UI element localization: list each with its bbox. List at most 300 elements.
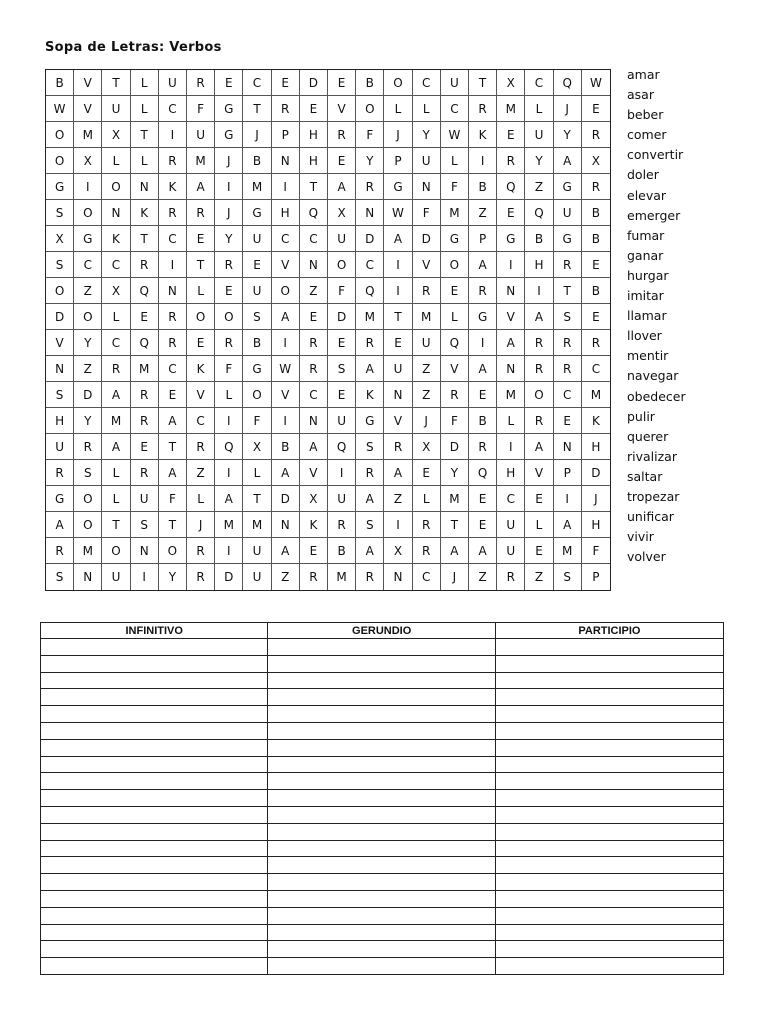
- grid-cell[interactable]: O: [384, 70, 412, 96]
- grid-cell[interactable]: R: [187, 434, 215, 460]
- grid-cell[interactable]: B: [243, 148, 271, 174]
- grid-cell[interactable]: I: [159, 252, 187, 278]
- grid-cell[interactable]: A: [356, 356, 384, 382]
- grid-cell[interactable]: E: [187, 226, 215, 252]
- grid-cell[interactable]: A: [159, 460, 187, 486]
- answer-cell[interactable]: [268, 823, 495, 840]
- grid-cell[interactable]: C: [300, 382, 328, 408]
- grid-cell[interactable]: I: [215, 408, 243, 434]
- grid-cell[interactable]: C: [582, 356, 610, 382]
- grid-cell[interactable]: R: [582, 330, 610, 356]
- grid-cell[interactable]: A: [46, 512, 74, 538]
- grid-cell[interactable]: V: [74, 96, 102, 122]
- grid-cell[interactable]: R: [215, 330, 243, 356]
- grid-cell[interactable]: I: [131, 564, 159, 590]
- grid-cell[interactable]: R: [441, 382, 469, 408]
- answer-cell[interactable]: [495, 823, 723, 840]
- grid-cell[interactable]: Y: [554, 122, 582, 148]
- grid-cell[interactable]: R: [131, 252, 159, 278]
- grid-cell[interactable]: M: [497, 382, 525, 408]
- grid-cell[interactable]: T: [300, 174, 328, 200]
- grid-cell[interactable]: L: [384, 96, 412, 122]
- grid-cell[interactable]: X: [46, 226, 74, 252]
- grid-cell[interactable]: A: [215, 486, 243, 512]
- grid-cell[interactable]: Z: [272, 564, 300, 590]
- grid-cell[interactable]: U: [328, 226, 356, 252]
- answer-cell[interactable]: [41, 941, 268, 958]
- answer-cell[interactable]: [495, 857, 723, 874]
- grid-cell[interactable]: N: [102, 200, 130, 226]
- grid-cell[interactable]: E: [215, 70, 243, 96]
- grid-cell[interactable]: E: [300, 96, 328, 122]
- grid-cell[interactable]: F: [441, 408, 469, 434]
- grid-cell[interactable]: R: [356, 330, 384, 356]
- grid-cell[interactable]: S: [46, 382, 74, 408]
- grid-cell[interactable]: L: [497, 408, 525, 434]
- grid-cell[interactable]: T: [131, 226, 159, 252]
- answer-cell[interactable]: [268, 655, 495, 672]
- grid-cell[interactable]: U: [328, 486, 356, 512]
- grid-cell[interactable]: L: [215, 382, 243, 408]
- grid-cell[interactable]: O: [272, 278, 300, 304]
- grid-cell[interactable]: E: [525, 538, 553, 564]
- answer-cell[interactable]: [268, 790, 495, 807]
- grid-cell[interactable]: H: [582, 434, 610, 460]
- grid-cell[interactable]: E: [328, 382, 356, 408]
- grid-cell[interactable]: R: [272, 96, 300, 122]
- grid-cell[interactable]: I: [554, 486, 582, 512]
- grid-cell[interactable]: J: [413, 408, 441, 434]
- grid-cell[interactable]: B: [272, 434, 300, 460]
- grid-cell[interactable]: N: [384, 564, 412, 590]
- grid-cell[interactable]: V: [187, 382, 215, 408]
- grid-cell[interactable]: I: [272, 330, 300, 356]
- grid-cell[interactable]: R: [159, 330, 187, 356]
- grid-cell[interactable]: V: [441, 356, 469, 382]
- grid-cell[interactable]: B: [356, 70, 384, 96]
- grid-cell[interactable]: P: [384, 148, 412, 174]
- answer-cell[interactable]: [495, 806, 723, 823]
- grid-cell[interactable]: Y: [441, 460, 469, 486]
- grid-cell[interactable]: R: [215, 252, 243, 278]
- grid-cell[interactable]: V: [384, 408, 412, 434]
- grid-cell[interactable]: X: [328, 200, 356, 226]
- grid-cell[interactable]: G: [46, 174, 74, 200]
- grid-cell[interactable]: O: [187, 304, 215, 330]
- grid-cell[interactable]: U: [187, 122, 215, 148]
- grid-cell[interactable]: R: [187, 538, 215, 564]
- grid-cell[interactable]: T: [243, 486, 271, 512]
- grid-cell[interactable]: H: [497, 460, 525, 486]
- grid-cell[interactable]: E: [582, 304, 610, 330]
- grid-cell[interactable]: G: [554, 174, 582, 200]
- grid-cell[interactable]: X: [582, 148, 610, 174]
- grid-cell[interactable]: R: [413, 538, 441, 564]
- grid-cell[interactable]: U: [243, 278, 271, 304]
- answer-cell[interactable]: [268, 890, 495, 907]
- grid-cell[interactable]: E: [497, 200, 525, 226]
- grid-cell[interactable]: S: [46, 564, 74, 590]
- answer-cell[interactable]: [41, 773, 268, 790]
- grid-cell[interactable]: B: [582, 200, 610, 226]
- grid-cell[interactable]: O: [441, 252, 469, 278]
- grid-cell[interactable]: U: [243, 564, 271, 590]
- grid-cell[interactable]: Q: [131, 330, 159, 356]
- answer-cell[interactable]: [495, 655, 723, 672]
- answer-cell[interactable]: [495, 958, 723, 975]
- grid-cell[interactable]: U: [554, 200, 582, 226]
- grid-cell[interactable]: L: [187, 278, 215, 304]
- grid-cell[interactable]: G: [497, 226, 525, 252]
- grid-cell[interactable]: U: [46, 434, 74, 460]
- grid-cell[interactable]: D: [328, 304, 356, 330]
- grid-cell[interactable]: R: [187, 564, 215, 590]
- grid-cell[interactable]: G: [554, 226, 582, 252]
- grid-cell[interactable]: U: [441, 70, 469, 96]
- grid-cell[interactable]: G: [243, 200, 271, 226]
- answer-cell[interactable]: [41, 672, 268, 689]
- grid-cell[interactable]: E: [469, 486, 497, 512]
- answer-cell[interactable]: [495, 706, 723, 723]
- grid-cell[interactable]: W: [384, 200, 412, 226]
- grid-cell[interactable]: V: [413, 252, 441, 278]
- grid-cell[interactable]: T: [384, 304, 412, 330]
- grid-cell[interactable]: K: [131, 200, 159, 226]
- answer-cell[interactable]: [495, 890, 723, 907]
- grid-cell[interactable]: O: [356, 96, 384, 122]
- grid-cell[interactable]: C: [272, 226, 300, 252]
- grid-cell[interactable]: A: [525, 304, 553, 330]
- answer-cell[interactable]: [41, 689, 268, 706]
- grid-cell[interactable]: K: [187, 356, 215, 382]
- grid-cell[interactable]: M: [74, 122, 102, 148]
- grid-cell[interactable]: T: [131, 122, 159, 148]
- grid-cell[interactable]: E: [469, 382, 497, 408]
- grid-cell[interactable]: R: [497, 564, 525, 590]
- answer-cell[interactable]: [41, 924, 268, 941]
- grid-cell[interactable]: S: [74, 460, 102, 486]
- grid-cell[interactable]: C: [187, 408, 215, 434]
- grid-cell[interactable]: M: [413, 304, 441, 330]
- grid-cell[interactable]: U: [243, 538, 271, 564]
- grid-cell[interactable]: Q: [469, 460, 497, 486]
- grid-cell[interactable]: Y: [356, 148, 384, 174]
- grid-cell[interactable]: L: [413, 96, 441, 122]
- grid-cell[interactable]: F: [159, 486, 187, 512]
- grid-cell[interactable]: Q: [300, 200, 328, 226]
- grid-cell[interactable]: R: [46, 538, 74, 564]
- grid-cell[interactable]: R: [525, 330, 553, 356]
- grid-cell[interactable]: M: [441, 486, 469, 512]
- grid-cell[interactable]: C: [300, 226, 328, 252]
- grid-cell[interactable]: Y: [159, 564, 187, 590]
- grid-cell[interactable]: C: [413, 70, 441, 96]
- grid-cell[interactable]: T: [187, 252, 215, 278]
- grid-cell[interactable]: R: [525, 408, 553, 434]
- grid-cell[interactable]: C: [159, 226, 187, 252]
- grid-cell[interactable]: X: [413, 434, 441, 460]
- grid-cell[interactable]: C: [497, 486, 525, 512]
- grid-cell[interactable]: I: [215, 538, 243, 564]
- grid-cell[interactable]: R: [554, 252, 582, 278]
- answer-cell[interactable]: [268, 689, 495, 706]
- grid-cell[interactable]: R: [131, 460, 159, 486]
- grid-cell[interactable]: H: [300, 148, 328, 174]
- grid-cell[interactable]: E: [215, 278, 243, 304]
- grid-cell[interactable]: M: [554, 538, 582, 564]
- grid-cell[interactable]: R: [384, 434, 412, 460]
- grid-cell[interactable]: H: [300, 122, 328, 148]
- grid-cell[interactable]: U: [131, 486, 159, 512]
- grid-cell[interactable]: E: [159, 382, 187, 408]
- answer-cell[interactable]: [268, 722, 495, 739]
- grid-cell[interactable]: A: [525, 434, 553, 460]
- grid-cell[interactable]: O: [46, 278, 74, 304]
- grid-cell[interactable]: L: [102, 304, 130, 330]
- grid-cell[interactable]: S: [46, 252, 74, 278]
- grid-cell[interactable]: N: [356, 200, 384, 226]
- grid-cell[interactable]: N: [74, 564, 102, 590]
- grid-cell[interactable]: C: [102, 330, 130, 356]
- grid-cell[interactable]: N: [554, 434, 582, 460]
- grid-cell[interactable]: G: [46, 486, 74, 512]
- grid-cell[interactable]: X: [497, 70, 525, 96]
- grid-cell[interactable]: U: [328, 408, 356, 434]
- grid-cell[interactable]: U: [413, 330, 441, 356]
- grid-cell[interactable]: I: [525, 278, 553, 304]
- grid-cell[interactable]: T: [159, 434, 187, 460]
- grid-cell[interactable]: L: [525, 96, 553, 122]
- grid-cell[interactable]: N: [46, 356, 74, 382]
- grid-cell[interactable]: E: [413, 460, 441, 486]
- grid-cell[interactable]: Q: [215, 434, 243, 460]
- answer-cell[interactable]: [495, 756, 723, 773]
- grid-cell[interactable]: D: [272, 486, 300, 512]
- grid-cell[interactable]: T: [554, 278, 582, 304]
- grid-cell[interactable]: O: [46, 122, 74, 148]
- grid-cell[interactable]: P: [272, 122, 300, 148]
- grid-cell[interactable]: R: [46, 460, 74, 486]
- grid-cell[interactable]: A: [356, 486, 384, 512]
- grid-cell[interactable]: S: [356, 434, 384, 460]
- grid-cell[interactable]: O: [74, 486, 102, 512]
- grid-cell[interactable]: D: [74, 382, 102, 408]
- grid-cell[interactable]: C: [159, 356, 187, 382]
- grid-cell[interactable]: B: [469, 174, 497, 200]
- grid-cell[interactable]: V: [300, 460, 328, 486]
- grid-cell[interactable]: Y: [74, 408, 102, 434]
- grid-cell[interactable]: N: [413, 174, 441, 200]
- grid-cell[interactable]: R: [300, 356, 328, 382]
- answer-cell[interactable]: [495, 840, 723, 857]
- answer-cell[interactable]: [41, 823, 268, 840]
- grid-cell[interactable]: Q: [131, 278, 159, 304]
- answer-cell[interactable]: [41, 706, 268, 723]
- grid-cell[interactable]: Z: [525, 564, 553, 590]
- grid-cell[interactable]: N: [159, 278, 187, 304]
- grid-cell[interactable]: R: [300, 330, 328, 356]
- grid-cell[interactable]: J: [215, 148, 243, 174]
- grid-cell[interactable]: G: [384, 174, 412, 200]
- grid-cell[interactable]: B: [582, 226, 610, 252]
- grid-cell[interactable]: N: [272, 148, 300, 174]
- answer-cell[interactable]: [41, 907, 268, 924]
- grid-cell[interactable]: A: [272, 460, 300, 486]
- grid-cell[interactable]: Z: [74, 278, 102, 304]
- grid-cell[interactable]: M: [582, 382, 610, 408]
- grid-cell[interactable]: K: [300, 512, 328, 538]
- grid-cell[interactable]: R: [187, 200, 215, 226]
- answer-cell[interactable]: [268, 672, 495, 689]
- grid-cell[interactable]: A: [300, 434, 328, 460]
- grid-cell[interactable]: I: [497, 434, 525, 460]
- grid-cell[interactable]: E: [328, 148, 356, 174]
- grid-cell[interactable]: P: [469, 226, 497, 252]
- grid-cell[interactable]: A: [441, 538, 469, 564]
- grid-cell[interactable]: L: [131, 96, 159, 122]
- answer-cell[interactable]: [495, 924, 723, 941]
- answer-cell[interactable]: [41, 874, 268, 891]
- grid-cell[interactable]: L: [102, 486, 130, 512]
- grid-cell[interactable]: L: [102, 148, 130, 174]
- grid-cell[interactable]: A: [497, 330, 525, 356]
- grid-cell[interactable]: Q: [525, 200, 553, 226]
- grid-cell[interactable]: C: [356, 252, 384, 278]
- grid-cell[interactable]: R: [469, 434, 497, 460]
- grid-cell[interactable]: E: [131, 434, 159, 460]
- grid-cell[interactable]: L: [413, 486, 441, 512]
- grid-cell[interactable]: Z: [74, 356, 102, 382]
- grid-cell[interactable]: E: [525, 486, 553, 512]
- grid-cell[interactable]: R: [187, 70, 215, 96]
- grid-cell[interactable]: G: [215, 96, 243, 122]
- grid-cell[interactable]: O: [243, 382, 271, 408]
- grid-cell[interactable]: C: [74, 252, 102, 278]
- grid-cell[interactable]: M: [131, 356, 159, 382]
- grid-cell[interactable]: Z: [300, 278, 328, 304]
- answer-cell[interactable]: [268, 806, 495, 823]
- grid-cell[interactable]: N: [497, 278, 525, 304]
- grid-cell[interactable]: J: [215, 200, 243, 226]
- grid-cell[interactable]: C: [554, 382, 582, 408]
- grid-cell[interactable]: R: [74, 434, 102, 460]
- grid-cell[interactable]: V: [272, 382, 300, 408]
- grid-cell[interactable]: U: [525, 122, 553, 148]
- grid-cell[interactable]: J: [187, 512, 215, 538]
- grid-cell[interactable]: K: [356, 382, 384, 408]
- grid-cell[interactable]: R: [413, 512, 441, 538]
- grid-cell[interactable]: J: [582, 486, 610, 512]
- grid-cell[interactable]: H: [525, 252, 553, 278]
- answer-cell[interactable]: [495, 722, 723, 739]
- grid-cell[interactable]: A: [469, 538, 497, 564]
- answer-cell[interactable]: [268, 857, 495, 874]
- grid-cell[interactable]: K: [469, 122, 497, 148]
- answer-cell[interactable]: [41, 639, 268, 656]
- answer-cell[interactable]: [268, 907, 495, 924]
- grid-cell[interactable]: D: [356, 226, 384, 252]
- grid-cell[interactable]: Y: [413, 122, 441, 148]
- grid-cell[interactable]: V: [272, 252, 300, 278]
- answer-cell[interactable]: [41, 722, 268, 739]
- grid-cell[interactable]: O: [159, 538, 187, 564]
- grid-cell[interactable]: N: [384, 382, 412, 408]
- grid-cell[interactable]: G: [74, 226, 102, 252]
- grid-cell[interactable]: U: [159, 70, 187, 96]
- grid-cell[interactable]: V: [525, 460, 553, 486]
- grid-cell[interactable]: C: [243, 70, 271, 96]
- grid-cell[interactable]: N: [497, 356, 525, 382]
- answer-cell[interactable]: [268, 756, 495, 773]
- answer-cell[interactable]: [41, 790, 268, 807]
- grid-cell[interactable]: P: [592, 570, 600, 584]
- grid-cell[interactable]: O: [328, 252, 356, 278]
- grid-cell[interactable]: A: [102, 382, 130, 408]
- answer-cell[interactable]: [41, 958, 268, 975]
- grid-cell[interactable]: C: [525, 70, 553, 96]
- grid-cell[interactable]: R: [131, 408, 159, 434]
- answer-cell[interactable]: [41, 655, 268, 672]
- grid-cell[interactable]: Q: [554, 70, 582, 96]
- grid-cell[interactable]: T: [102, 70, 130, 96]
- grid-cell[interactable]: R: [328, 512, 356, 538]
- grid-cell[interactable]: N: [300, 408, 328, 434]
- grid-cell[interactable]: M: [497, 96, 525, 122]
- grid-cell[interactable]: E: [131, 304, 159, 330]
- grid-cell[interactable]: I: [497, 252, 525, 278]
- grid-cell[interactable]: S: [554, 564, 582, 590]
- grid-cell[interactable]: E: [497, 122, 525, 148]
- grid-cell[interactable]: R: [356, 564, 384, 590]
- grid-cell[interactable]: K: [582, 408, 610, 434]
- grid-cell[interactable]: Z: [413, 356, 441, 382]
- grid-cell[interactable]: S: [131, 512, 159, 538]
- answer-cell[interactable]: [268, 639, 495, 656]
- grid-cell[interactable]: C: [413, 564, 441, 590]
- grid-cell[interactable]: E: [272, 70, 300, 96]
- answer-cell[interactable]: [268, 840, 495, 857]
- grid-cell[interactable]: I: [384, 512, 412, 538]
- grid-cell[interactable]: R: [356, 460, 384, 486]
- grid-cell[interactable]: Y: [74, 330, 102, 356]
- grid-cell[interactable]: S: [46, 200, 74, 226]
- grid-cell[interactable]: B: [582, 278, 610, 304]
- grid-cell[interactable]: X: [102, 278, 130, 304]
- grid-cell[interactable]: R: [582, 174, 610, 200]
- grid-cell[interactable]: J: [441, 564, 469, 590]
- grid-cell[interactable]: Y: [215, 226, 243, 252]
- grid-cell[interactable]: R: [469, 96, 497, 122]
- grid-cell[interactable]: U: [497, 512, 525, 538]
- grid-cell[interactable]: R: [469, 278, 497, 304]
- grid-cell[interactable]: J: [554, 96, 582, 122]
- grid-cell[interactable]: F: [243, 408, 271, 434]
- grid-cell[interactable]: K: [102, 226, 130, 252]
- grid-cell[interactable]: A: [272, 304, 300, 330]
- grid-cell[interactable]: R: [300, 564, 328, 590]
- grid-cell[interactable]: R: [102, 356, 130, 382]
- grid-cell[interactable]: G: [243, 356, 271, 382]
- grid-cell[interactable]: V: [46, 330, 74, 356]
- grid-cell[interactable]: H: [46, 408, 74, 434]
- grid-cell[interactable]: Y: [525, 148, 553, 174]
- grid-cell[interactable]: Z: [413, 382, 441, 408]
- grid-cell[interactable]: I: [74, 174, 102, 200]
- grid-cell[interactable]: O: [525, 382, 553, 408]
- grid-cell[interactable]: Q: [356, 278, 384, 304]
- grid-cell[interactable]: N: [272, 512, 300, 538]
- grid-cell[interactable]: A: [102, 434, 130, 460]
